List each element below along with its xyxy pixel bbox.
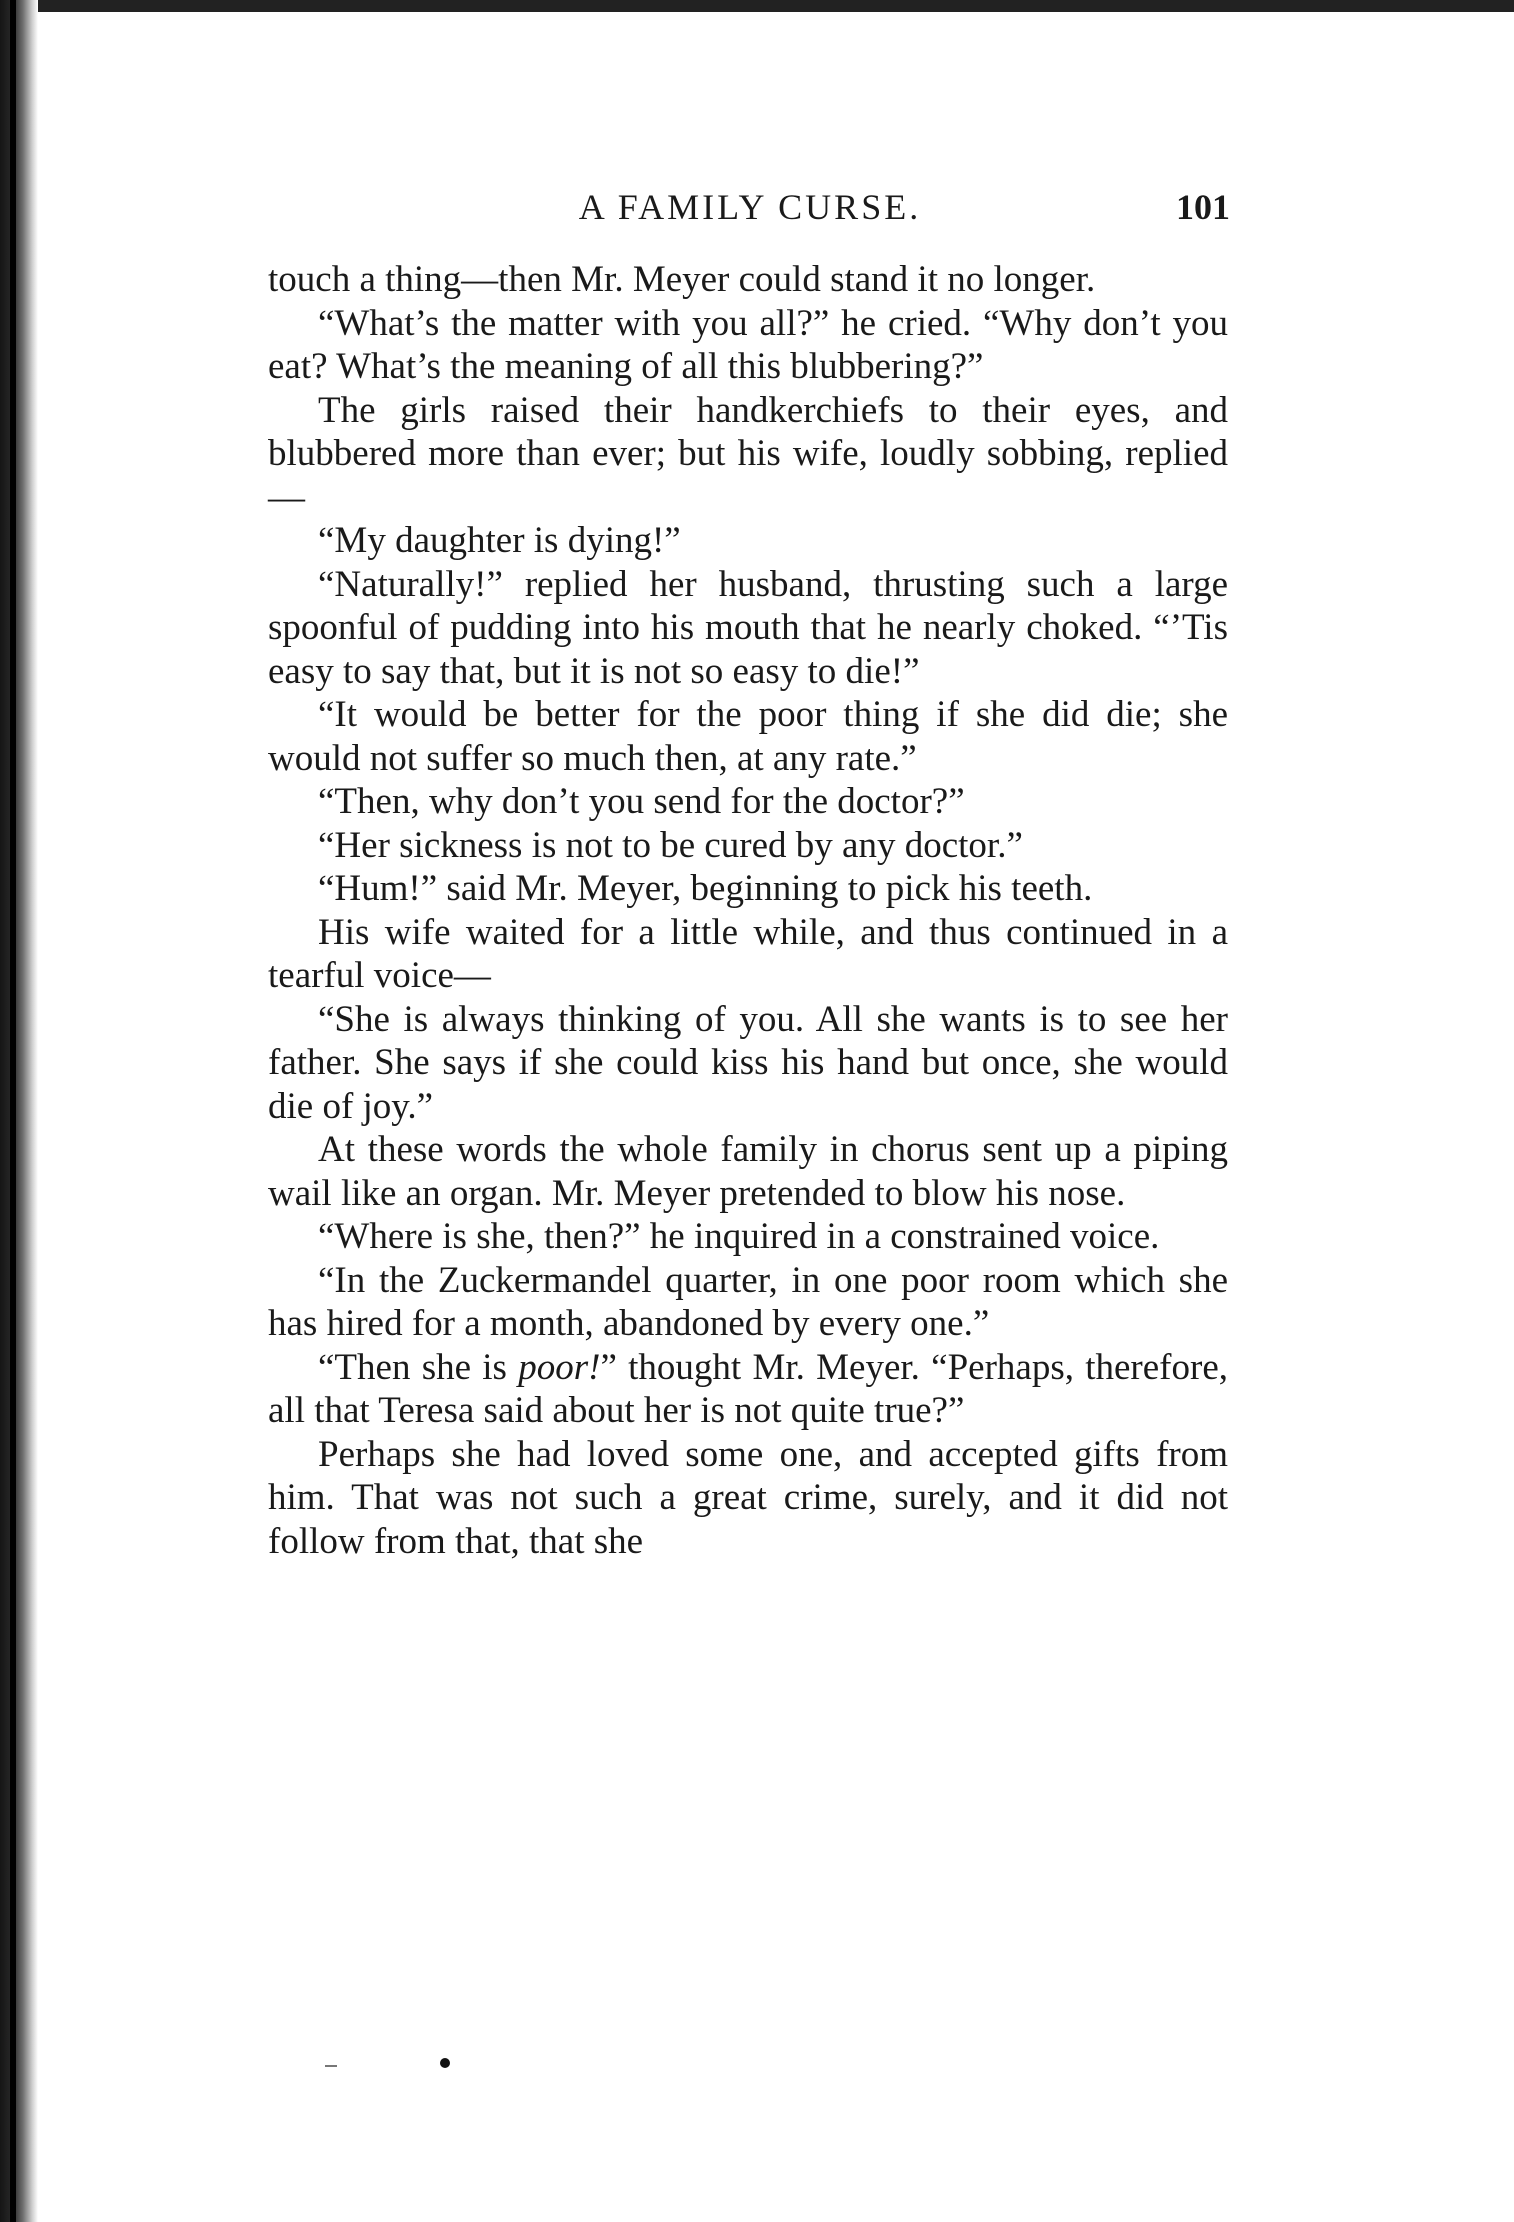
page-header <box>270 178 1230 238</box>
paragraph: “Hum!” said Mr. Meyer, beginning to pick his teeth. <box>318 868 1093 909</box>
paragraph: “Then, why don’t you send for the doctor?” <box>318 781 965 822</box>
print-mark <box>325 2065 337 2067</box>
page-number: 101 <box>1176 187 1230 227</box>
book-spine-shadow <box>0 0 38 2222</box>
paragraph: “She is always thinking of you. All she wants is to see her father. She says if she could kiss his hand but once, she would die of joy.” <box>268 998 1228 1127</box>
scan-top-edge <box>0 0 1514 12</box>
paragraph: Perhaps she had loved some one, and accepted gifts from him. That was not such a great crime, surely, and it did not follow from that, that she <box>268 1433 1228 1562</box>
text-run: “Then she is <box>318 1346 519 1388</box>
running-title: A FAMILY CURSE. <box>578 187 922 227</box>
paragraph: His wife waited for a little while, and thus continued in a tearful voice— <box>268 911 1228 996</box>
paragraph: The girls raised their handkerchiefs to their eyes, and blubbered more than ever; but his wife, loudly sobbing, replied— <box>268 389 1228 518</box>
print-dot <box>440 2058 450 2068</box>
body-text <box>268 258 1228 1563</box>
paragraph: “Naturally!” replied her husband, thrusting such a large spoonful of pudding into his mouth that he nearly choked. “’Tis easy to say that, but it is not so easy to die!” <box>268 563 1228 692</box>
text-run: ” thought Mr. Meyer. “Perhaps, therefore, all that Teresa said about her is not quite true?” <box>268 1346 1228 1431</box>
paragraph: “It would be better for the poor thing if she did die; she would not suffer so much then, at any rate.” <box>268 694 1228 779</box>
paragraph: “In the Zuckermandel quarter, in one poor room which she has hired for a month, abandoned by every one.” <box>268 1259 1228 1344</box>
emphasis: poor! <box>518 1346 601 1388</box>
paragraph: “What’s the matter with you all?” he cried. “Why don’t you eat? What’s the meaning of all this blubbering?” <box>268 302 1228 387</box>
paragraph: touch a thing—then Mr. Meyer could stand it no longer. <box>268 259 1096 300</box>
book-spine-edge <box>10 0 16 2222</box>
paragraph: “Where is she, then?” he inquired in a constrained voice. <box>318 1216 1160 1257</box>
paragraph: At these words the whole family in chorus sent up a piping wail like an organ. Mr. Meyer pretended to blow his nose. <box>268 1129 1228 1214</box>
paragraph: “My daughter is dying!” <box>318 520 681 561</box>
paragraph: “Her sickness is not to be cured by any doctor.” <box>318 824 1023 866</box>
paragraph <box>268 1346 1228 1433</box>
